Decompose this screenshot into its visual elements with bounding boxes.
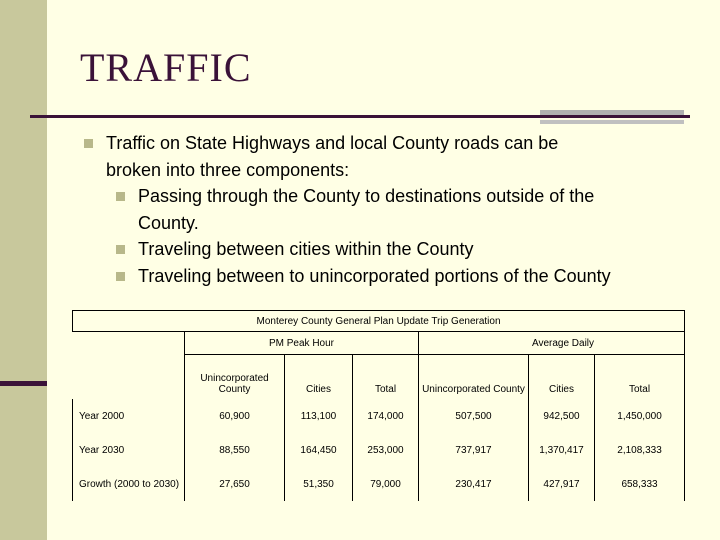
row-label: Year 2030	[73, 433, 185, 467]
group-pm-peak-hour: PM Peak Hour	[185, 332, 419, 355]
bullet-main-line2: broken into three components:	[106, 159, 350, 180]
square-bullet-icon	[116, 272, 125, 281]
title-rule-gray-lower	[540, 120, 684, 124]
sub-bullet-unincorporated	[116, 263, 684, 290]
header-daily-unincorporated-county: Unincorporated County	[419, 355, 529, 400]
table-caption: Monterey County General Plan Update Trip Generation	[73, 311, 685, 332]
title-rule	[30, 115, 690, 118]
sub-bullet-passing-line2: County.	[138, 212, 199, 233]
table-cell: 427,917	[529, 467, 595, 501]
left-sidebar-accent	[0, 381, 47, 386]
table-cell: 737,917	[419, 433, 529, 467]
table-cell: 174,000	[353, 399, 419, 433]
left-sidebar-bar	[0, 0, 47, 540]
table-row	[73, 467, 685, 501]
table-cell: 51,350	[285, 467, 353, 501]
table-cell: 507,500	[419, 399, 529, 433]
group-average-daily: Average Daily	[419, 332, 685, 355]
bullet-list	[84, 130, 684, 289]
square-bullet-icon	[116, 192, 125, 201]
sub-bullet-passing	[116, 183, 684, 236]
table-cell: 1,450,000	[595, 399, 685, 433]
table-cell: 942,500	[529, 399, 595, 433]
row-label: Year 2000	[73, 399, 185, 433]
header-pm-cities: Cities	[285, 355, 353, 400]
sub-bullet-cities-text: Traveling between cities within the County	[138, 239, 474, 259]
table-row	[73, 433, 685, 467]
table-cell: 88,550	[185, 433, 285, 467]
table-cell: 230,417	[419, 467, 529, 501]
sub-bullet-passing-line1: Passing through the County to destinations outside of the	[138, 186, 595, 206]
table-cell: 253,000	[353, 433, 419, 467]
trip-generation-table	[72, 310, 684, 501]
table-cell: 658,333	[595, 467, 685, 501]
table-cell: 164,450	[285, 433, 353, 467]
header-pm-total: Total	[353, 355, 419, 400]
table-cell: 113,100	[285, 399, 353, 433]
sub-bullet-unincorporated-text: Traveling between to unincorporated portions of the County	[138, 265, 611, 286]
header-daily-cities: Cities	[529, 355, 595, 400]
slide-title: TRAFFIC	[80, 45, 252, 90]
table-row	[73, 399, 685, 433]
square-bullet-icon	[116, 245, 125, 254]
row-label: Growth (2000 to 2030)	[73, 467, 185, 501]
header-pm-unincorporated-county: Unincorporated County	[185, 355, 285, 400]
bullet-main	[84, 130, 684, 183]
header-daily-total: Total	[595, 355, 685, 400]
table-cell: 1,370,417	[529, 433, 595, 467]
table-cell: 79,000	[353, 467, 419, 501]
table-cell: 60,900	[185, 399, 285, 433]
table-cell: 27,650	[185, 467, 285, 501]
table-cell: 2,108,333	[595, 433, 685, 467]
bullet-main-line1: Traffic on State Highways and local County roads can be	[106, 133, 559, 153]
square-bullet-icon	[84, 139, 93, 148]
sub-bullet-cities	[116, 236, 684, 263]
